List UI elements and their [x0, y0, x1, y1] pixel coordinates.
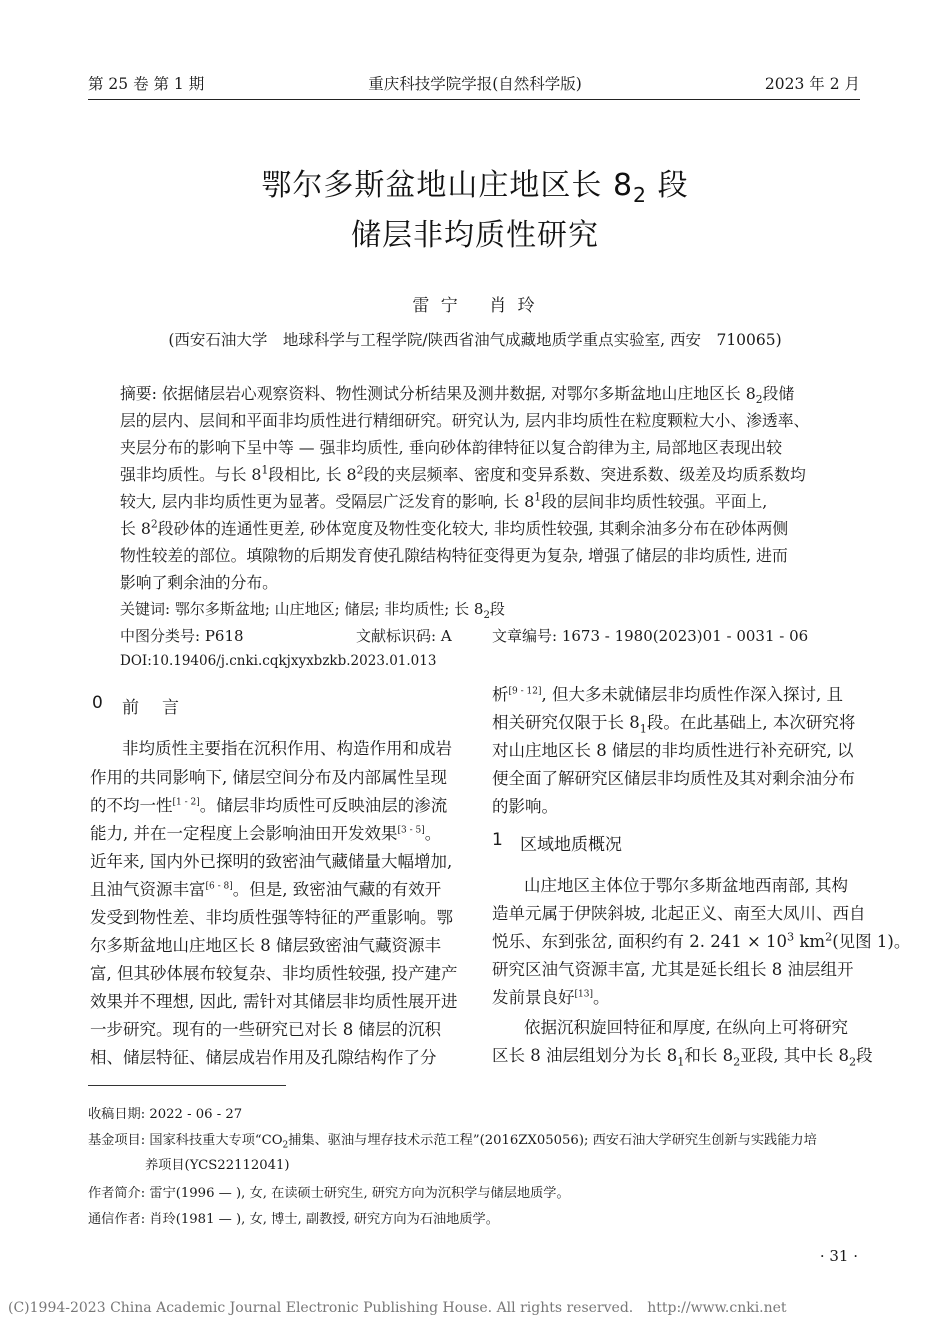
- abstract-line: 较大, 层内非均质性更为显著。受隔层广泛发育的影响, 长 $8^1$段的层间非均质性较强。平面上,: [120, 490, 768, 511]
- doi: DOI:10.19406/j.cnki.cqkjxyxbzkb.2023.01.013: [120, 653, 437, 669]
- citation[interactable]: [13]: [574, 989, 593, 1000]
- body-line: 富, 但其砂体展布较复杂、非均质性较强, 投产建产: [90, 964, 458, 983]
- body-line: 研究区油气资源丰富, 尤其是延长组长 8 油层组开: [492, 960, 854, 979]
- abstract-line: 摘要: 依据储层岩心观察资料、物性测试分析结果及测井数据, 对鄂尔多斯盆地山庄地区长 $8_2$段储: [120, 384, 795, 407]
- footnote-fund: 基金项目: 国家科技重大专项“$CO_2$捕集、驱油与埋存技术示范工程”(2016ZX05056); 西安石油大学研究生创新与实践能力培: [88, 1133, 817, 1151]
- footnote-author: 作者简介: 雷宁(1996 — ), 女, 在读硕士研究生, 研究方向为沉积学与储层地质学。: [88, 1186, 570, 1201]
- footnote-received: 收稿日期: 2022 - 06 - 27: [88, 1107, 243, 1122]
- header-volume: 第 25 卷 第 1 期: [88, 75, 205, 93]
- footnote-fund-cont: 养项目(YCS22112041): [145, 1158, 290, 1173]
- document-code: 文献标识码: A: [356, 627, 452, 645]
- abstract-line: 影响了剩余油的分布。: [120, 573, 278, 592]
- body-line: 作用的共同影响下, 储层空间分布及内部属性呈现: [90, 768, 447, 787]
- footnote-rule: [88, 1085, 286, 1086]
- section-1-number: 1: [492, 830, 503, 850]
- body-line: 相、储层特征、储层成岩作用及孔隙结构作了分: [90, 1048, 437, 1067]
- authors: 雷 宁 肖 玲: [412, 296, 538, 316]
- body-line: 析[9 - 12], 但大多未就储层非均质性作深入探讨, 且: [492, 685, 843, 704]
- body-line: 依据沉积旋回特征和厚度, 在纵向上可将研究: [524, 1018, 848, 1037]
- header-journal: 重庆科技学院学报(自然科学版): [368, 75, 582, 93]
- clc-number: 中图分类号: P618: [120, 627, 244, 645]
- paper-title-line2: 储层非均质性研究: [351, 218, 599, 253]
- body-line: 尔多斯盆地山庄地区长 8 储层致密油气藏资源丰: [90, 936, 441, 955]
- body-line: 近年来, 国内外已探明的致密油气藏储量大幅增加,: [90, 852, 453, 871]
- body-line: 且油气资源丰富[6 - 8]。但是, 致密油气藏的有效开: [90, 880, 442, 899]
- abstract-line: 强非均质性。与长 $8^1$段相比, 长 $8^2$段的夹层频率、密度和变异系数、突进系数、级差及均质系数均: [120, 463, 806, 484]
- header-date: 2023 年 2 月: [764, 75, 860, 93]
- body-line: 的不均一性[1 - 2]。储层非均质性可反映油层的渗流: [90, 796, 448, 815]
- page-number: · 31 ·: [819, 1247, 858, 1265]
- body-line: 造单元属于伊陕斜坡, 北起正义、南至大凤川、西自: [492, 904, 866, 923]
- paper-title-line1: 鄂尔多斯盆地山庄地区长 $8_2$ 段: [261, 168, 689, 207]
- body-line: 非均质性主要指在沉积作用、构造作用和成岩: [122, 739, 452, 758]
- abstract-line: 物性较差的部位。填隙物的后期发育使孔隙结构特征变得更为复杂, 增强了储层的非均质性, 进而: [120, 546, 788, 565]
- body-line: 效果并不理想, 因此, 需针对其储层非均质性展开进: [90, 992, 458, 1011]
- citation[interactable]: [6 - 8]: [205, 881, 233, 892]
- body-line: 发受到物性差、非均质性强等特征的严重影响。鄂: [90, 908, 453, 927]
- citation[interactable]: [1 - 2]: [172, 797, 200, 808]
- body-line: 发前景良好[13]。: [492, 988, 610, 1007]
- body-line: 悦乐、东到张岔, 面积约有 2. $241 \times 10^3$ $km^2$(见图 1)。: [492, 930, 911, 951]
- section-0-title: 前 言: [122, 698, 182, 718]
- header-rule: [88, 99, 860, 100]
- section-0-number: 0: [92, 693, 103, 713]
- abstract-line: 长 $8^2$段砂体的连通性更差, 砂体宽度及物性变化较大, 非均质性较强, 其剩余油多分布在砂体两侧: [120, 517, 789, 538]
- body-line: 区长 8 油层组划分为长 $8_1$和长 $8_2$亚段, 其中长 $8_2$段: [492, 1046, 873, 1069]
- body-line: 山庄地区主体位于鄂尔多斯盆地西南部, 其构: [524, 876, 848, 895]
- article-number: 文章编号: 1673 - 1980(2023)01 - 0031 - 06: [492, 627, 809, 645]
- body-line: 便全面了解研究区储层非均质性及其对剩余油分布: [492, 769, 855, 788]
- citation[interactable]: [9 - 12]: [508, 686, 542, 697]
- body-line: 能力, 并在一定程度上会影响油田开发效果[3 - 5]。: [90, 824, 442, 843]
- keywords: 关键词: 鄂尔多斯盆地; 山庄地区; 储层; 非均质性; 长 $8_2$段: [120, 600, 505, 621]
- body-line: 相关研究仅限于长 $8_1$段。在此基础上, 本次研究将: [492, 713, 856, 736]
- section-1-title: 区域地质概况: [520, 835, 622, 855]
- affiliation: (西安石油大学 地球科学与工程学院/陕西省油气成藏地质学重点实验室, 西安 710065): [168, 331, 782, 349]
- body-line: 的影响。: [492, 797, 558, 816]
- abstract-line: 层的层内、层间和平面非均质性进行精细研究。研究认为, 层内非均质性在粒度颗粒大小、渗透率、: [120, 411, 810, 430]
- body-line: 一步研究。现有的一些研究已对长 8 储层的沉积: [90, 1020, 441, 1039]
- body-line: 对山庄地区长 8 储层的非均质性进行补充研究, 以: [492, 741, 854, 760]
- copyright-line: (C)1994-2023 China Academic Journal Electronic Publishing House. All rights reserved. http://www.cnki.net: [8, 1300, 787, 1316]
- footnote-corresponding: 通信作者: 肖玲(1981 — ), 女, 博士, 副教授, 研究方向为石油地质学。: [88, 1212, 499, 1227]
- citation[interactable]: [3 - 5]: [397, 825, 425, 836]
- abstract-line: 夹层分布的影响下呈中等 — 强非均质性, 垂向砂体韵律特征以复合韵律为主, 局部地区表现出较: [120, 438, 783, 457]
